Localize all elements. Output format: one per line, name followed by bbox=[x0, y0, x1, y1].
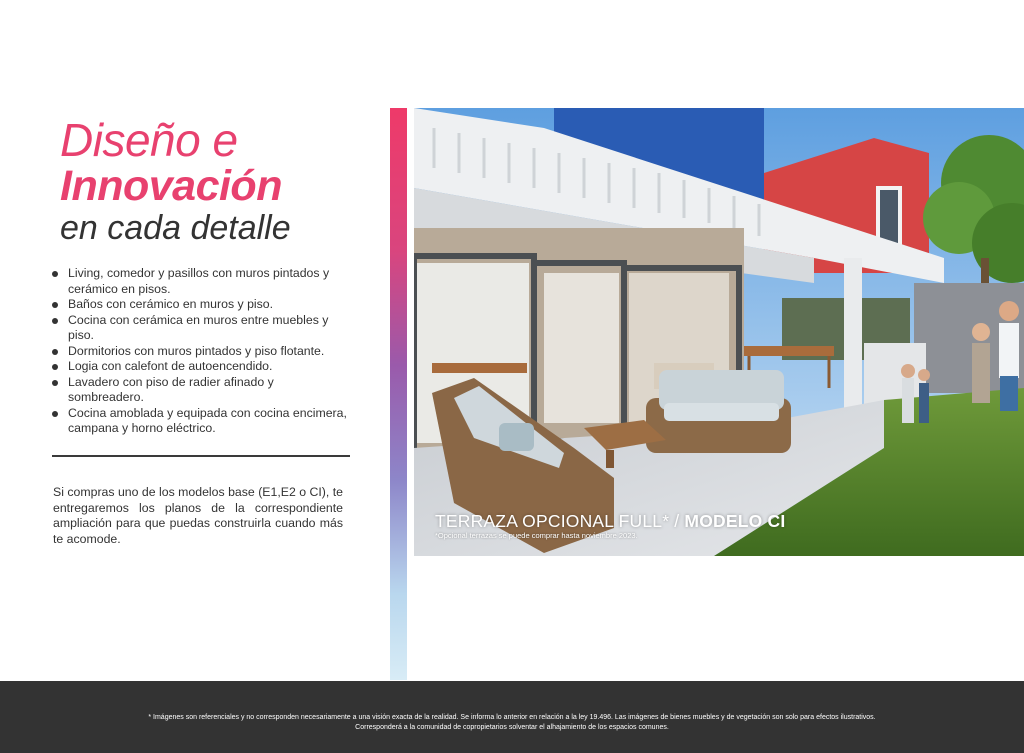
heading-line-2: Innovación bbox=[60, 162, 282, 210]
bullet-icon bbox=[52, 364, 58, 370]
caption-model: MODELO CI bbox=[684, 511, 786, 531]
bullet-icon bbox=[52, 271, 58, 277]
feature-text: Logia con calefont de autoencendido. bbox=[68, 359, 273, 373]
list-item bbox=[52, 266, 352, 297]
disclaimer bbox=[0, 713, 1024, 733]
disclaimer-line-2: Corresponderá a la comunidad de copropietarios solventar el alhajamiento de los espacios comunes. bbox=[355, 724, 669, 731]
caption-note: *Opcional terrazas se puede comprar hasta noviembre 2023. bbox=[435, 531, 638, 540]
bullet-icon bbox=[52, 411, 58, 417]
feature-list bbox=[52, 266, 352, 437]
feature-text: Baños con cerámico en muros y piso. bbox=[68, 297, 274, 311]
disclaimer-line-1: * Imágenes son referenciales y no corresponden necesariamente a una visión exacta de la realidad. Se informa lo anterior en relación a la ley 19.496. Las imágenes de bienes muebles y de vegetación son solo para efectos ilustrativos. bbox=[148, 714, 876, 721]
list-item bbox=[52, 406, 352, 437]
feature-text: Lavadero con piso de radier afinado y sombreadero. bbox=[68, 374, 274, 404]
list-item bbox=[52, 375, 352, 406]
feature-text: Cocina con cerámica en muros entre muebles y piso. bbox=[68, 312, 329, 342]
heading bbox=[60, 116, 380, 248]
heading-line-3: en cada detalle bbox=[60, 209, 291, 247]
list-item bbox=[52, 313, 352, 344]
gradient-bar bbox=[390, 108, 407, 680]
feature-text: Living, comedor y pasillos con muros pintados y cerámico en pisos. bbox=[68, 266, 330, 296]
terrace-rendering-image bbox=[414, 108, 1024, 556]
divider bbox=[52, 455, 350, 457]
image-caption bbox=[435, 511, 785, 531]
bullet-icon bbox=[52, 302, 58, 308]
feature-text: Dormitorios con muros pintados y piso flotante. bbox=[68, 343, 325, 358]
heading-line-1: Diseño e bbox=[60, 114, 238, 166]
bullet-icon bbox=[52, 349, 58, 355]
list-item bbox=[52, 297, 352, 313]
ampliacion-note: Si compras uno de los modelos base (E1,E2 o CI), te entregaremos los planos de la correspondiente ampliación para que puedas construirla cuando más te acomode. bbox=[53, 485, 343, 546]
feature-text: Cocina amoblada y equipada con cocina encimera, campana y horno eléctrico. bbox=[68, 405, 347, 435]
bullet-icon bbox=[52, 380, 58, 386]
caption-main: TERRAZA OPCIONAL FULL* / bbox=[435, 511, 685, 531]
list-item bbox=[52, 344, 352, 360]
bullet-icon bbox=[52, 318, 58, 324]
list-item bbox=[52, 359, 352, 375]
